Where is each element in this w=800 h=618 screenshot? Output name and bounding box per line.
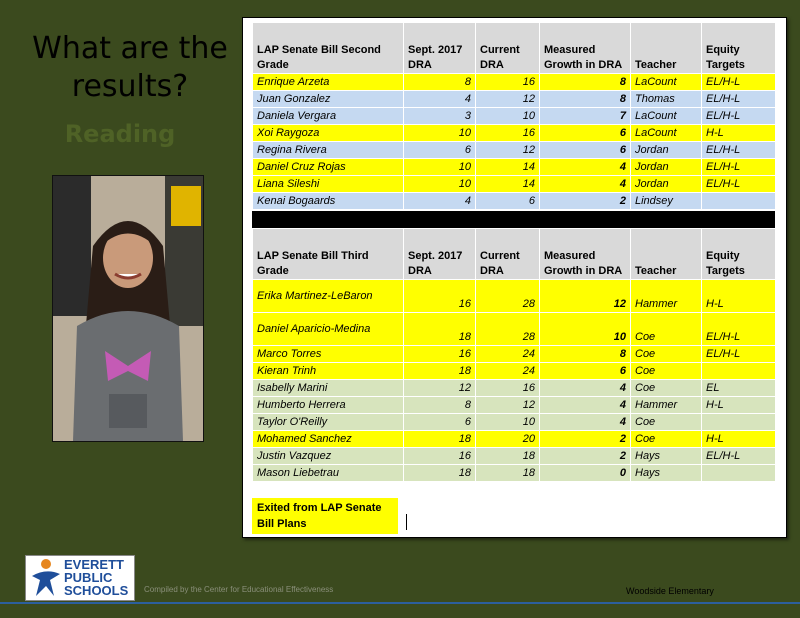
cell-current: 14: [476, 159, 540, 176]
cell-name: Daniel Aparicio-Medina: [253, 313, 404, 346]
cell-name: Regina Rivera: [253, 142, 404, 159]
cell-sept: 16: [404, 346, 476, 363]
slide-title: What are the results?: [32, 31, 228, 104]
cell-name: Taylor O'Reilly: [253, 414, 404, 431]
third_grade-header-row: [253, 229, 776, 280]
table-row: [253, 414, 776, 431]
cell-teacher: Jordan: [631, 142, 702, 159]
cell-teacher: Jordan: [631, 159, 702, 176]
cell-growth: 2: [540, 193, 631, 210]
cell-equity: [702, 465, 776, 482]
cell-growth: 6: [540, 125, 631, 142]
cell-growth: 4: [540, 414, 631, 431]
cell-teacher: Coe: [631, 431, 702, 448]
table-row: [253, 159, 776, 176]
column-header: LAP Senate Bill Third Grade: [253, 229, 404, 280]
cell-name: Daniela Vergara: [253, 108, 404, 125]
cell-current: 12: [476, 142, 540, 159]
cell-growth: 0: [540, 465, 631, 482]
cell-teacher: Coe: [631, 363, 702, 380]
table-row: [253, 431, 776, 448]
cell-sept: 18: [404, 313, 476, 346]
section-divider: [252, 211, 775, 228]
cell-equity: EL: [702, 380, 776, 397]
cell-current: 14: [476, 176, 540, 193]
cell-equity: EL/H-L: [702, 74, 776, 91]
cell-sept: 6: [404, 414, 476, 431]
column-header: Sept. 2017 DRA: [404, 229, 476, 280]
cell-current: 18: [476, 448, 540, 465]
column-header: Current DRA: [476, 23, 540, 74]
cell-sept: 4: [404, 91, 476, 108]
table-row: [253, 193, 776, 210]
cell-equity: [702, 363, 776, 380]
cell-current: 16: [476, 125, 540, 142]
footer-note: Compiled by the Center for Educational Effectiveness: [144, 585, 334, 594]
column-header: Equity Targets: [702, 229, 776, 280]
cell-name: Liana Sileshi: [253, 176, 404, 193]
cell-teacher: Coe: [631, 414, 702, 431]
cell-growth: 6: [540, 142, 631, 159]
cell-equity: [702, 414, 776, 431]
cell-teacher: LaCount: [631, 108, 702, 125]
logo-wordmark: EVERETT PUBLIC SCHOOLS: [64, 557, 129, 598]
cell-growth: 2: [540, 448, 631, 465]
cell-name: Justin Vazquez: [253, 448, 404, 465]
cell-current: 20: [476, 431, 540, 448]
table-row: [253, 313, 776, 346]
cell-equity: EL/H-L: [702, 108, 776, 125]
cell-teacher: Lindsey: [631, 193, 702, 210]
column-header: Teacher: [631, 229, 702, 280]
table-row: [253, 91, 776, 108]
second_grade-header-row: [253, 23, 776, 74]
cell-current: 24: [476, 363, 540, 380]
cell-equity: H-L: [702, 280, 776, 313]
cell-sept: 16: [404, 448, 476, 465]
table-row: [253, 346, 776, 363]
cell-growth: 8: [540, 346, 631, 363]
cell-sept: 10: [404, 125, 476, 142]
cell-current: 10: [476, 414, 540, 431]
cell-current: 24: [476, 346, 540, 363]
cell-equity: EL/H-L: [702, 159, 776, 176]
column-header: Measured Growth in DRA: [540, 229, 631, 280]
cell-growth: 8: [540, 74, 631, 91]
cell-current: 16: [476, 380, 540, 397]
cell-teacher: Hays: [631, 465, 702, 482]
cell-sept: 16: [404, 280, 476, 313]
slide-subtitle: Reading: [64, 120, 176, 148]
school-name: Woodside Elementary: [626, 586, 714, 596]
cell-name: Mason Liebetrau: [253, 465, 404, 482]
cell-sept: 18: [404, 363, 476, 380]
cell-name: Mohamed Sanchez: [253, 431, 404, 448]
table-row: [253, 142, 776, 159]
cell-growth: 6: [540, 363, 631, 380]
cell-name: Xoi Raygoza: [253, 125, 404, 142]
cell-current: 6: [476, 193, 540, 210]
cell-teacher: Hammer: [631, 397, 702, 414]
cell-equity: H-L: [702, 125, 776, 142]
cell-name: Daniel Cruz Rojas: [253, 159, 404, 176]
cell-name: Enrique Arzeta: [253, 74, 404, 91]
table-row: [253, 363, 776, 380]
cell-current: 12: [476, 91, 540, 108]
cell-equity: [702, 193, 776, 210]
cell-growth: 4: [540, 380, 631, 397]
cell-sept: 3: [404, 108, 476, 125]
cell-teacher: Hammer: [631, 280, 702, 313]
cell-name: Marco Torres: [253, 346, 404, 363]
cell-equity: EL/H-L: [702, 313, 776, 346]
cell-current: 18: [476, 465, 540, 482]
district-logo: [25, 555, 135, 601]
cell-sept: 6: [404, 142, 476, 159]
cell-teacher: Coe: [631, 380, 702, 397]
table-row: [253, 108, 776, 125]
column-header: LAP Senate Bill Second Grade: [253, 23, 404, 74]
table-row: [253, 280, 776, 313]
student-photo: [52, 175, 204, 442]
cell-teacher: Jordan: [631, 176, 702, 193]
cell-current: 12: [476, 397, 540, 414]
cell-growth: 7: [540, 108, 631, 125]
cell-teacher: Coe: [631, 346, 702, 363]
column-header: Current DRA: [476, 229, 540, 280]
cell-equity: H-L: [702, 397, 776, 414]
cell-current: 28: [476, 313, 540, 346]
cell-growth: 12: [540, 280, 631, 313]
table-row: [253, 448, 776, 465]
cell-equity: EL/H-L: [702, 448, 776, 465]
cell-name: Erika Martinez-LeBaron: [253, 280, 404, 313]
cell-sept: 8: [404, 74, 476, 91]
cell-current: 10: [476, 108, 540, 125]
cell-sept: 10: [404, 159, 476, 176]
cell-teacher: Hays: [631, 448, 702, 465]
cell-equity: EL/H-L: [702, 142, 776, 159]
cell-teacher: LaCount: [631, 74, 702, 91]
column-header: Sept. 2017 DRA: [404, 23, 476, 74]
cell-growth: 4: [540, 176, 631, 193]
cell-sept: 4: [404, 193, 476, 210]
second-grade-table: [252, 22, 776, 210]
column-header: Equity Targets: [702, 23, 776, 74]
logo-figure-icon: [28, 556, 64, 600]
cell-name: Isabelly Marini: [253, 380, 404, 397]
cell-growth: 4: [540, 397, 631, 414]
cell-growth: 2: [540, 431, 631, 448]
results-panel: [242, 17, 787, 538]
cell-sept: 10: [404, 176, 476, 193]
cell-growth: 4: [540, 159, 631, 176]
table-row: [253, 465, 776, 482]
third-grade-table: [252, 228, 776, 482]
footer-rule: [0, 602, 800, 604]
column-header: Teacher: [631, 23, 702, 74]
exited-legend: Exited from LAP Senate Bill Plans: [252, 498, 398, 534]
cell-current: 28: [476, 280, 540, 313]
cell-name: Kenai Bogaards: [253, 193, 404, 210]
text-cursor: [406, 514, 407, 530]
cell-equity: EL/H-L: [702, 91, 776, 108]
cell-sept: 12: [404, 380, 476, 397]
cell-growth: 8: [540, 91, 631, 108]
table-row: [253, 125, 776, 142]
cell-equity: EL/H-L: [702, 176, 776, 193]
cell-teacher: LaCount: [631, 125, 702, 142]
cell-name: Humberto Herrera: [253, 397, 404, 414]
cell-sept: 8: [404, 397, 476, 414]
cell-teacher: Coe: [631, 313, 702, 346]
table-row: [253, 380, 776, 397]
cell-name: Juan Gonzalez: [253, 91, 404, 108]
table-row: [253, 397, 776, 414]
cell-teacher: Thomas: [631, 91, 702, 108]
student-photo-illustration: [53, 176, 203, 441]
column-header: Measured Growth in DRA: [540, 23, 631, 74]
cell-sept: 18: [404, 465, 476, 482]
cell-current: 16: [476, 74, 540, 91]
cell-equity: EL/H-L: [702, 346, 776, 363]
table-row: [253, 176, 776, 193]
cell-name: Kieran Trinh: [253, 363, 404, 380]
cell-growth: 10: [540, 313, 631, 346]
cell-sept: 18: [404, 431, 476, 448]
cell-equity: H-L: [702, 431, 776, 448]
table-row: [253, 74, 776, 91]
